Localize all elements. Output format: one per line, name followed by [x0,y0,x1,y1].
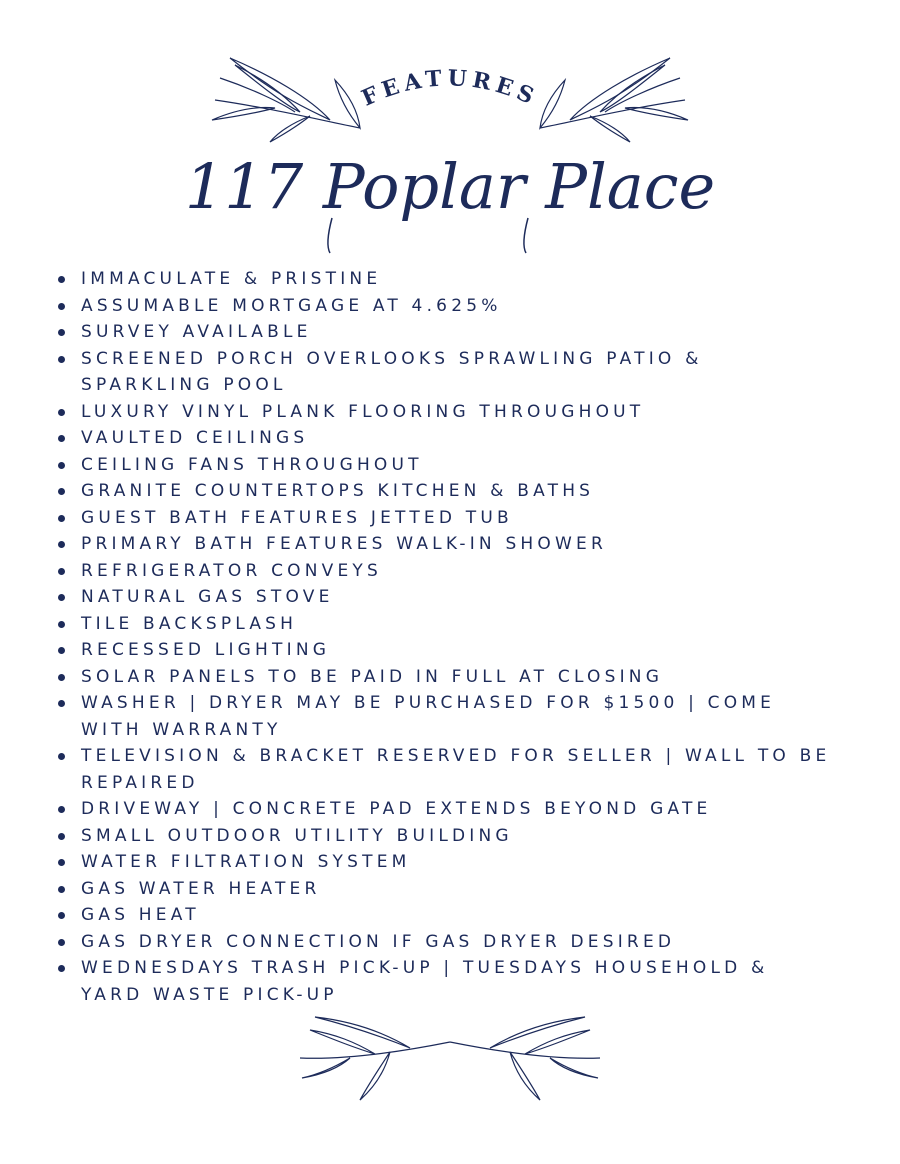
feature-item [58,531,838,558]
feature-text: WATER FILTRATION SYSTEM [81,852,411,872]
bullet-icon [58,939,65,946]
bullet-icon [58,594,65,601]
feature-text: CEILING FANS THROUGHOUT [81,454,423,475]
features-list [58,266,838,1008]
feature-item [58,902,838,929]
feature-text: WEDNESDAYS TRASH PICK-UP | TUESDAYS HOUSEHOLD & YARD WASTE PICK-UP [81,958,769,1005]
feature-text: PRIMARY BATH FEATURES WALK-IN SHOWER [81,534,607,554]
feature-item [58,743,838,796]
property-title [150,128,750,258]
feature-item [58,876,838,903]
bullet-icon [58,674,65,681]
feature-text: GUEST BATH FEATURES JETTED TUB [81,507,513,528]
bullet-icon [58,462,65,469]
feature-text: GAS WATER HEATER [81,878,321,899]
bullet-icon [58,515,65,522]
feature-text: RECESSED LIGHTING [81,640,331,660]
bullet-icon [58,806,65,813]
feature-item [58,637,838,664]
feature-text: SOLAR PANELS TO BE PAID IN FULL AT CLOSING [81,666,664,687]
feature-text: GAS DRYER CONNECTION IF GAS DRYER DESIRED [81,931,676,952]
feature-text: DRIVEWAY | CONCRETE PAD EXTENDS BEYOND GATE [81,799,712,819]
bullet-icon [58,912,65,919]
bullet-icon [58,435,65,442]
bullet-icon [58,409,65,416]
bullet-icon [58,965,65,972]
bullet-icon [58,303,65,310]
bullet-icon [58,753,65,760]
feature-item [58,955,838,1008]
feature-text: SCREENED PORCH OVERLOOKS SPRAWLING PATIO & SPARKLING POOL [81,348,703,395]
bullet-icon [58,276,65,283]
bottom-leaf-ornament [290,1012,610,1107]
feature-text: TELEVISION & BRACKET RESERVED FOR SELLER | WALL TO BE REPAIRED [81,746,831,793]
svg-text:FEATURES [358,65,542,111]
feature-text: IMMACULATE & PRISTINE [81,269,382,289]
feature-item [58,399,838,426]
feature-item [58,452,838,479]
feature-item [58,929,838,956]
feature-text: LUXURY VINYL PLANK FLOORING THROUGHOUT [81,401,645,422]
feature-item [58,293,838,320]
feature-item [58,664,838,691]
feature-item [58,505,838,532]
feature-item [58,319,838,346]
feature-item [58,478,838,505]
feature-item [58,796,838,823]
feature-item [58,425,838,452]
feature-text: GRANITE COUNTERTOPS KITCHEN & BATHS [81,481,595,501]
feature-text: NATURAL GAS STOVE [81,587,334,607]
bullet-icon [58,621,65,628]
feature-item [58,823,838,850]
property-title-text: 117 Poplar Place [184,150,716,223]
feature-item [58,558,838,585]
feature-text: ASSUMABLE MORTGAGE AT 4.625% [81,295,502,316]
bullet-icon [58,541,65,548]
feature-text: TILE BACKSPLASH [81,613,298,634]
feature-item [58,584,838,611]
bullet-icon [58,356,65,363]
bullet-icon [58,329,65,336]
bullet-icon [58,700,65,707]
bullet-icon [58,859,65,866]
feature-text: VAULTED CEILINGS [81,428,309,448]
features-label-text: FEATURES [357,65,543,112]
bullet-icon [58,647,65,654]
bullet-icon [58,488,65,495]
feature-item [58,849,838,876]
bullet-icon [58,886,65,893]
bullet-icon [58,568,65,575]
feature-item [58,346,838,399]
feature-text: SURVEY AVAILABLE [81,322,312,342]
feature-item [58,690,838,743]
feature-text: GAS HEAT [81,905,200,925]
feature-text: WASHER | DRYER MAY BE PURCHASED FOR $1500 | COME WITH WARRANTY [81,693,776,740]
feature-item [58,611,838,638]
feature-text: REFRIGERATOR CONVEYS [81,560,382,581]
feature-text: SMALL OUTDOOR UTILITY BUILDING [81,825,513,846]
feature-item [58,266,838,293]
bullet-icon [58,833,65,840]
